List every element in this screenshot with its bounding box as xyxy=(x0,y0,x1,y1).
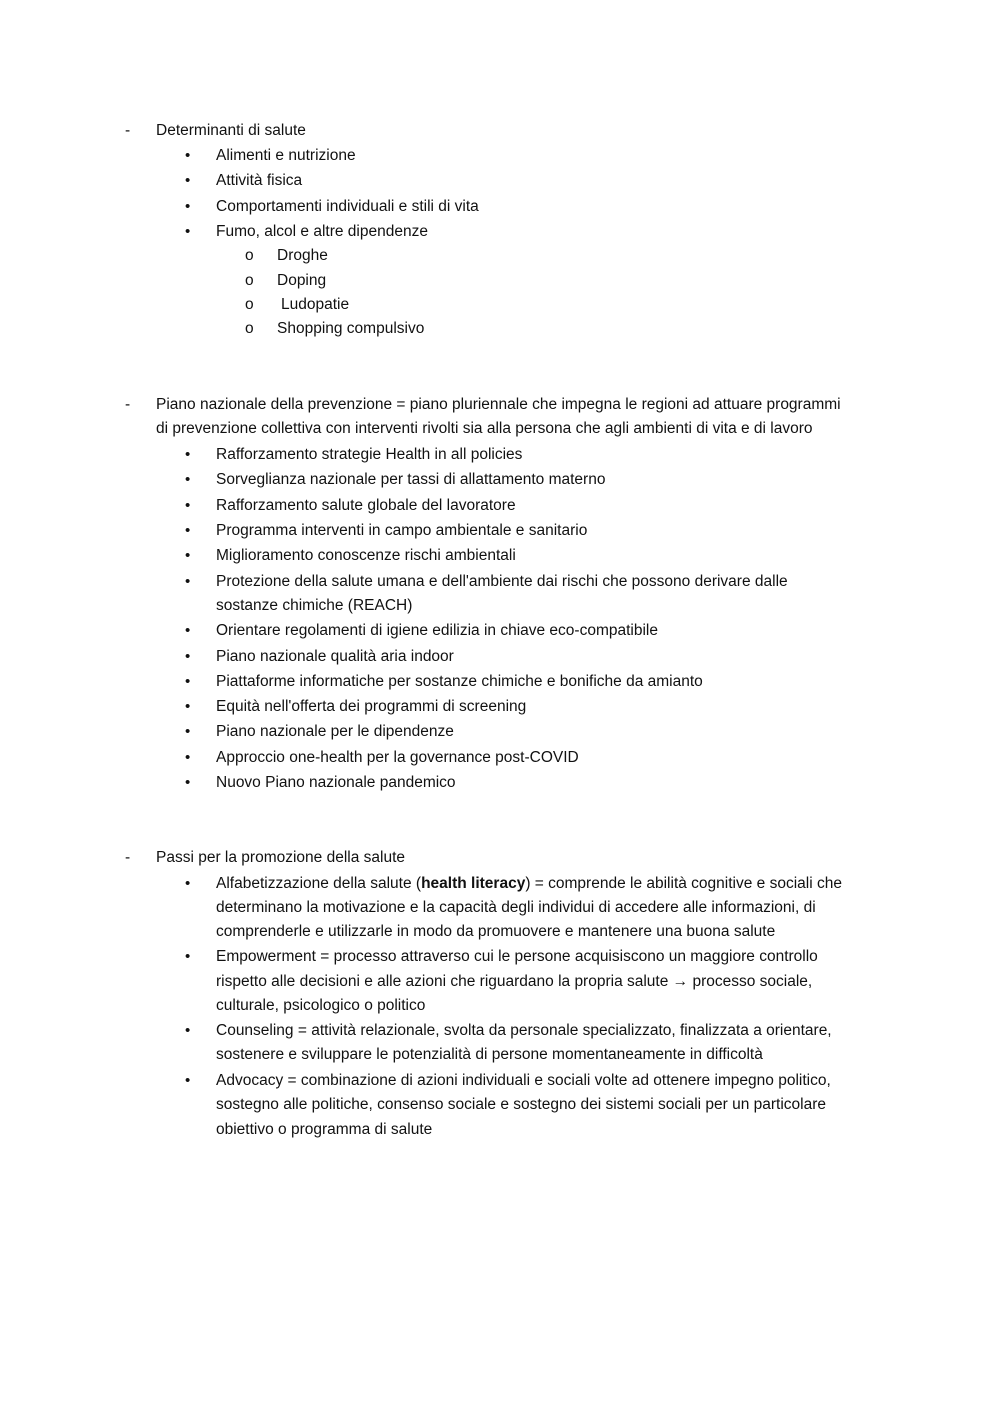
list-item: Piano nazionale per le dipendenze xyxy=(216,723,454,740)
section-title-determinanti: Determinanti di salute xyxy=(156,122,306,139)
list-item: Counseling = attività relazionale, svolta da personale specializzato, finalizzata a orientare, xyxy=(216,1022,832,1039)
circle-marker: o xyxy=(245,296,254,313)
list-item-continuation: obiettivo o programma di salute xyxy=(216,1121,433,1138)
bullet-marker: • xyxy=(185,622,191,639)
dash-marker: - xyxy=(125,849,131,866)
circle-marker: o xyxy=(245,272,254,289)
list-item-continuation: comprenderle e utilizzarle in modo da promuovere e mantenere una buona salute xyxy=(216,923,776,940)
list-item-continuation: sostegno alle politiche, consenso sociale e sostegno dei sistemi sociali per un particolare xyxy=(216,1096,827,1113)
sub-list-item: Ludopatie xyxy=(281,296,350,313)
list-item: Piattaforme informatiche per sostanze chimiche e bonifiche da amianto xyxy=(216,673,703,690)
list-item-literacy xyxy=(216,874,842,894)
bullet-marker: • xyxy=(185,1022,191,1039)
list-item: Advocacy = combinazione di azioni individuali e sociali volte ad ottenere impegno politico, xyxy=(216,1072,831,1089)
bullet-marker: • xyxy=(185,875,191,892)
list-item: Equità nell'offerta dei programmi di screening xyxy=(216,698,527,715)
literacy-bold-term: health literacy xyxy=(421,875,526,892)
bullet-marker: • xyxy=(185,547,191,564)
literacy-suffix: ) = comprende le abilità cognitive e sociali che xyxy=(525,875,842,892)
literacy-prefix: Alfabetizzazione della salute ( xyxy=(216,875,422,892)
circle-marker: o xyxy=(245,247,254,264)
list-item: Attività fisica xyxy=(216,172,303,189)
list-item: Nuovo Piano nazionale pandemico xyxy=(216,774,456,791)
section-title-piano-line-2: di prevenzione collettiva con interventi rivolti sia alla persona che agli ambienti di vita e di lavoro xyxy=(156,420,813,437)
list-item: Comportamenti individuali e stili di vita xyxy=(216,198,479,215)
section-title-piano-line-1: Piano nazionale della prevenzione = piano pluriennale che impegna le regioni ad attuare programmi xyxy=(156,396,841,413)
bullet-marker: • xyxy=(185,1072,191,1089)
list-item: Rafforzamento strategie Health in all policies xyxy=(216,446,523,463)
list-item-continuation: rispetto alle decisioni e alle azioni che riguardano la propria salute → processo sociale, xyxy=(216,973,813,990)
bullet-marker: • xyxy=(185,723,191,740)
bullet-marker: • xyxy=(185,573,191,590)
bullet-marker: • xyxy=(185,698,191,715)
list-item: Fumo, alcol e altre dipendenze xyxy=(216,223,428,240)
list-item: Rafforzamento salute globale del lavoratore xyxy=(216,497,516,514)
list-item: Orientare regolamenti di igiene edilizia in chiave eco-compatibile xyxy=(216,622,658,639)
list-item-continuation: culturale, psicologico o politico xyxy=(216,997,426,1014)
bullet-marker: • xyxy=(185,446,191,463)
section-title-passi: Passi per la promozione della salute xyxy=(156,849,405,866)
sub-list-item: Doping xyxy=(277,272,327,289)
bullet-marker: • xyxy=(185,749,191,766)
bullet-marker: • xyxy=(185,673,191,690)
list-item: Approccio one-health per la governance post-COVID xyxy=(216,749,579,766)
bullet-marker: • xyxy=(185,198,191,215)
list-item: Protezione della salute umana e dell'ambiente dai rischi che possono derivare dalle xyxy=(216,573,788,590)
list-item: Programma interventi in campo ambientale e sanitario xyxy=(216,522,588,539)
bullet-marker: • xyxy=(185,948,191,965)
bullet-marker: • xyxy=(185,172,191,189)
list-item: Alimenti e nutrizione xyxy=(216,147,356,164)
list-item: Piano nazionale qualità aria indoor xyxy=(216,648,454,665)
list-item-continuation: determinano la motivazione e la capacità degli individui di accedere alle informazioni, di xyxy=(216,899,816,916)
list-item: Empowerment = processo attraverso cui le persone acquisiscono un maggiore controllo xyxy=(216,948,818,965)
bullet-marker: • xyxy=(185,497,191,514)
bullet-marker: • xyxy=(185,522,191,539)
dash-marker: - xyxy=(125,396,131,413)
sub-list-item: Droghe xyxy=(277,247,328,264)
sub-list-item: Shopping compulsivo xyxy=(277,320,425,337)
dash-marker: - xyxy=(125,122,131,139)
list-item: Sorveglianza nazionale per tassi di allattamento materno xyxy=(216,471,606,488)
bullet-marker: • xyxy=(185,223,191,240)
bullet-marker: • xyxy=(185,648,191,665)
bullet-marker: • xyxy=(185,147,191,164)
circle-marker: o xyxy=(245,320,254,337)
list-item: Miglioramento conoscenze rischi ambientali xyxy=(216,547,516,564)
list-item-continuation: sostanze chimiche (REACH) xyxy=(216,597,413,614)
list-item-continuation: sostenere e sviluppare le potenzialità di persone momentaneamente in difficoltà xyxy=(216,1046,763,1063)
bullet-marker: • xyxy=(185,774,191,791)
bullet-marker: • xyxy=(185,471,191,488)
